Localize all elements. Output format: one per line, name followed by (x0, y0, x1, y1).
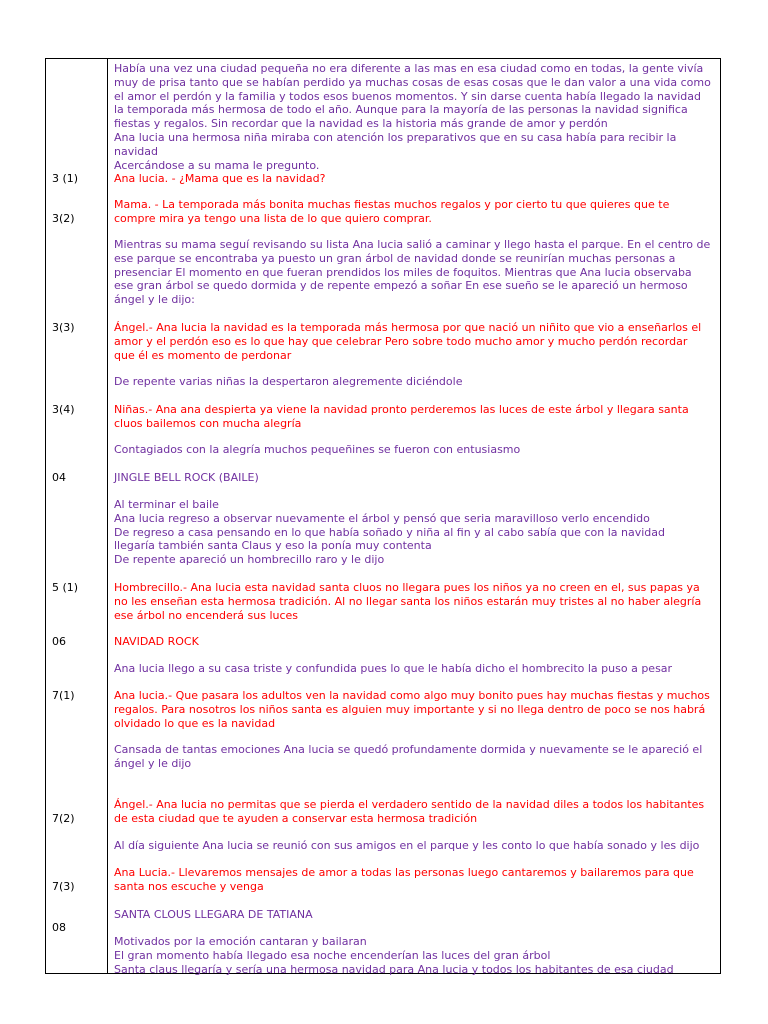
narration-paragraph: Cansada de tantas emociones Ana lucia se quedó profundamente dormida y nuevamente se le apareció el ángel y le dijo (114, 743, 703, 770)
scene-number: 3(4) (52, 403, 75, 416)
narration-paragraph: Motivados por la emoción cantaran y bailaran El gran momento había llegado esa noche encenderían las luces del gran árbol Santa claus llegaría y sería una hermosa navidad para Ana lucia y todos los habitantes de esa ciudad (114, 935, 674, 976)
dialogue-paragraph: Ángel.- Ana lucia no permitas que se pierda el verdadero sentido de la navidad diles a todos los habitantes de esta ciudad que te ayuden a conservar esta hermosa tradición (114, 798, 705, 825)
scene-number: 7(3) (52, 880, 75, 893)
narration-paragraph: Al día siguiente Ana lucia se reunió con sus amigos en el parque y les conto lo que había sonado y les dijo (114, 839, 700, 852)
scene-number: 3(2) (52, 212, 75, 225)
narration-paragraph: De repente varias niñas la despertaron alegremente diciéndole (114, 375, 463, 388)
column-divider (107, 59, 108, 973)
dialogue-paragraph: NAVIDAD ROCK (114, 635, 199, 648)
scene-number: 04 (52, 471, 66, 484)
narration-paragraph: Mientras su mama seguí revisando su lista Ana lucia salió a caminar y llego hasta el parque. En el centro de ese parque se encontraba ya puesto un gran árbol de navidad donde se reunirían muchas personas a presenciar El momento en que fueran prendidos los miles de foquitos. Mientras que Ana lucia observaba ese gran árbol se quedo dormida y de repente empezó a soñar En ese sueño se le apareció un hermoso ángel y le dijo: (114, 238, 711, 307)
dialogue-paragraph: Ana Lucia.- Llevaremos mensajes de amor a todas las personas luego cantaremos y bailaremos para que santa nos escuche y venga (114, 866, 694, 893)
script-table (45, 58, 721, 974)
scene-number: 7(1) (52, 689, 75, 702)
narration-paragraph: Había una vez una ciudad pequeña no era diferente a las mas en esa ciudad como en todas, la gente vivía muy de prisa tanto que se habían perdido ya muchas cosas de esas cosas que le dan valor a una vida como el amor el perdón y la familia y todos esos buenos momentos. Y sin darse cuenta había llegado la navidad la temporada más hermosa de todo el año. Aunque para la mayoría de las personas la navidad significa fiestas y regalos. Sin recordar que la navidad es la historia más grande de amor y perdón Ana lucia una hermosa niña miraba con atención los preparativos que en su casa había para recibir la navidad Acercándose a su mama le pregunto. (114, 62, 711, 172)
scene-number: 7(2) (52, 812, 75, 825)
scene-number: 06 (52, 635, 66, 648)
scene-number: 3 (1) (52, 172, 79, 185)
dialogue-paragraph: Hombrecillo.- Ana lucia esta navidad santa cluos no llegara pues los niños ya no creen en el, sus papas ya no les enseñan esta hermosa tradición. Al no llegar santa los niños estarán muy tristes al no haber alegría ese árbol no encenderá sus luces (114, 581, 702, 622)
scene-number: 5 (1) (52, 581, 79, 594)
scene-number: 3(3) (52, 321, 75, 334)
dialogue-paragraph: Ana lucia. - ¿Mama que es la navidad? (114, 172, 326, 185)
narration-paragraph: SANTA CLOUS LLEGARA DE TATIANA (114, 908, 313, 921)
narration-paragraph: Ana lucia llego a su casa triste y confundida pues lo que le había dicho el hombrecito la puso a pesar (114, 662, 673, 675)
dialogue-paragraph: Mama. - La temporada más bonita muchas fiestas muchos regalos y por cierto tu que quieres que te compre mira ya tengo una lista de lo que quiero comprar. (114, 198, 670, 225)
narration-paragraph: Al terminar el baile Ana lucia regreso a observar nuevamente el árbol y pensó que seria maravilloso verlo encendido De regreso a casa pensando en lo que había soñado y niña al fin y al cabo sabía que con la navidad llegaría también santa Claus y eso la ponía muy contenta De repente apareció un hombrecillo raro y le dijo (114, 498, 665, 567)
narration-paragraph: JINGLE BELL ROCK (BAILE) (114, 471, 259, 484)
dialogue-paragraph: Ángel.- Ana lucia la navidad es la temporada más hermosa por que nació un niñito que vio a enseñarlos el amor y el perdón eso es lo que hay que celebrar Pero sobre todo mucho amor y mucho perdón recordar que él es momento de perdonar (114, 321, 702, 362)
dialogue-paragraph: Niñas.- Ana ana despierta ya viene la navidad pronto perderemos las luces de este árbol y llegara santa cluos bailemos con mucha alegría (114, 403, 689, 430)
narration-paragraph: Contagiados con la alegría muchos pequeñines se fueron con entusiasmo (114, 443, 521, 456)
scene-number: 08 (52, 921, 66, 934)
dialogue-paragraph: Ana lucia.- Que pasara los adultos ven la navidad como algo muy bonito pues hay muchas fiestas y muchos regalos. Para nosotros los niños santa es alguien muy importante y si no llega dentro de poco se nos habrá olvidado lo que es la navidad (114, 689, 710, 730)
